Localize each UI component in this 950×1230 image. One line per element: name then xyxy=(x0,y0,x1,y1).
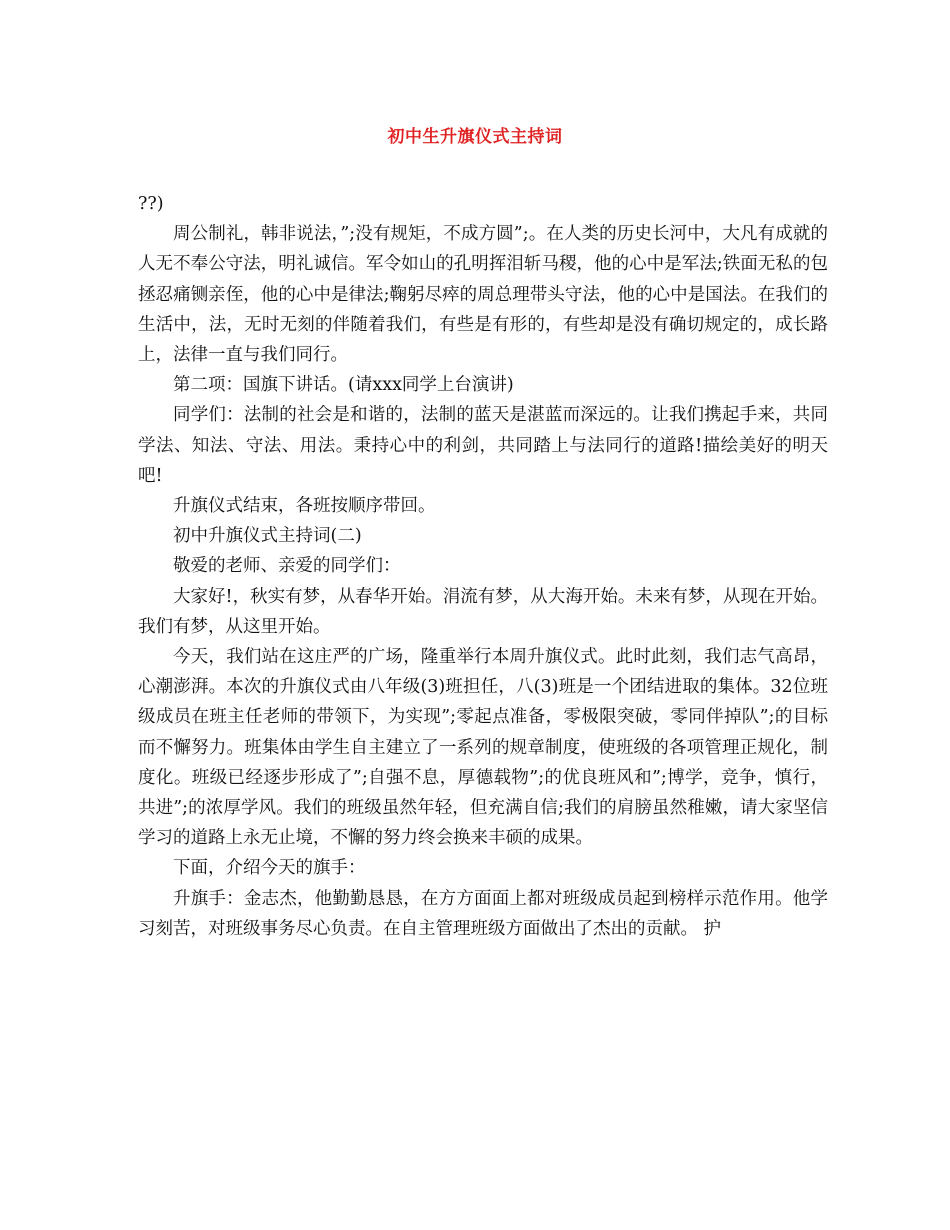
paragraph-flag-bearers: 下面，介绍今天的旗手： xyxy=(173,858,366,879)
paragraph-fragment: ??) xyxy=(138,194,164,214)
paragraph-flag-raiser: 升旗手：金志杰，他勤勤恳恳，在方方面面上都对班级成员起到榜样示范作用。他学习刻苦，对班级事务尽心负责。在自主管理班级方面做出了杰出的贡献。 护 xyxy=(138,888,828,939)
paragraph-law-intro: 周公制礼，韩非说法，”;没有规矩，不成方圆”;。在人类的历史长河中，大凡有成就的人无不奉公守法，明礼诚信。军令如山的孔明挥泪斩马稷，他的心中是军法;铁面无私的包拯忍痛铡亲侄，他的心中是律法;鞠躬尽瘁的周总理带头守法，他的心中是国法。在我们的生活中，法，无时无刻的伴随着我们，有些是有形的，有些却是没有确切规定的，成长路上，法律一直与我们同行。 xyxy=(138,224,828,366)
paragraph-dreams: 大家好!，秋实有梦，从春华开始。涓流有梦，从大海开始。未来有梦，从现在开始。我们有梦，从这里开始。 xyxy=(138,586,828,637)
paragraph-students: 同学们：法制的社会是和谐的，法制的蓝天是湛蓝而深远的。让我们携起手来，共同学法、知法、守法、用法。秉持心中的利剑，共同踏上与法同行的道路!描绘美好的明天吧! xyxy=(138,405,828,486)
document-body xyxy=(138,189,828,944)
document-title: 初中生升旗仪式主持词 xyxy=(387,127,563,147)
paragraph-item-two: 第二项：国旗下讲话。(请xxx同学上台演讲) xyxy=(173,375,514,396)
paragraph-section-heading: 初中升旗仪式主持词(二) xyxy=(173,526,362,547)
paragraph-class-intro: 今天，我们站在这庄严的广场，隆重举行本周升旗仪式。此时此刻，我们志气高昂，心潮澎湃。本次的升旗仪式由八年级(3)班担任，八(3)班是一个团结进取的集体。32位班级成员在班主任老师的带领下，为实现”;零起点准备，零极限突破，零同伴掉队”;的目标而不懈努力。班集体由学生自主建立了一系列的规章制度，使班级的各项管理正规化，制度化。班级已经逐步形成了”;自强不息，厚德载物”;的优良班风和”;博学，竞争，慎行，共进”;的浓厚学风。我们的班级虽然年轻，但充满自信;我们的肩膀虽然稚嫩，请大家坚信学习的道路上永无止境，不懈的努力终会换来丰硕的成果。 xyxy=(138,647,828,849)
paragraph-greeting: 敬爱的老师、亲爱的同学们： xyxy=(173,556,401,577)
paragraph-ceremony-end: 升旗仪式结束，各班按顺序带回。 xyxy=(173,496,436,517)
